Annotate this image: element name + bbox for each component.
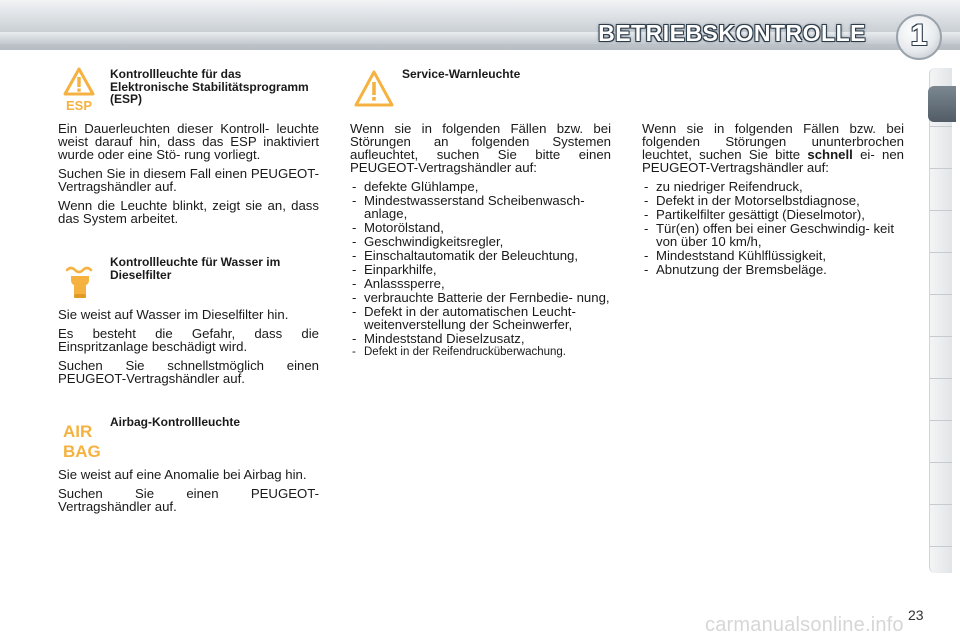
- list-item: - Abnutzung der Bremsbeläge.: [642, 263, 904, 276]
- airbag-text-block: [58, 468, 319, 519]
- list-item: - Anlasssperre,: [350, 277, 611, 290]
- tab-divider: [930, 210, 952, 211]
- list-item: - Defekt in der automatischen Leucht- weitenverstellung der Scheinwerfer,: [350, 305, 611, 331]
- list-item: - Mindestwasserstand Scheibenwasch- anlage,: [350, 194, 611, 220]
- list-item: - Partikelfilter gesättigt (Dieselmotor),: [642, 208, 904, 221]
- water-paragraph: Sie weist auf Wasser im Dieselfilter hin.: [58, 307, 289, 322]
- water-paragraph: Suchen Sie schnellstmöglich einen PEUGEOT-Vertragshändler auf.: [58, 358, 319, 386]
- esp-warning-icon: [62, 66, 96, 112]
- list-item: - Defekt in der Reifendrucküberwachung.: [350, 346, 611, 359]
- service-intro: Wenn sie in folgenden Fällen bzw. bei Störungen an folgenden Systemen aufleuchtet, suchen Sie bitte einen PEUGEOT-Vertragshändler auf:: [350, 121, 611, 175]
- esp-paragraph: Suchen Sie in diesem Fall einen PEUGEOT-Vertragshändler auf.: [58, 166, 319, 194]
- tab-divider: [930, 546, 952, 547]
- urgent-intro-bold: schnell: [807, 147, 853, 162]
- chapter-tab-active[interactable]: [928, 86, 956, 122]
- service-text-block: [350, 122, 611, 360]
- airbag-paragraph: Suchen Sie einen PEUGEOT- Vertragshändler auf.: [58, 486, 319, 514]
- esp-heading: Kontrollleuchte für das Elektronische Stabilitätsprogramm (ESP): [110, 67, 309, 106]
- list-item: - Tür(en) offen bei einer Geschwindig- keit von über 10 km/h,: [642, 222, 904, 248]
- urgent-list: [642, 180, 904, 276]
- urgent-intro: [642, 122, 904, 174]
- urgent-intro-text: Wenn sie in folgenden Fällen bzw. bei folgenden Störungen ununterbrochen leuchtet, suchen Sie bitte: [642, 121, 904, 162]
- service-heading: Service-Warnleuchte: [402, 67, 521, 81]
- airbag-paragraph: Sie weist auf eine Anomalie bei Airbag hin.: [58, 467, 307, 482]
- tab-divider: [930, 336, 952, 337]
- water-text-block: [58, 308, 319, 391]
- airbag-icon-line1: AIR: [63, 422, 93, 441]
- page-title: BETRIEBSKONTROLLE: [598, 20, 866, 46]
- water-in-fuel-icon: [62, 258, 98, 300]
- water-paragraph: Es besteht die Gefahr, dass die Einspritzanlage beschädigt wird.: [58, 326, 319, 354]
- list-item: - Geschwindigkeitsregler,: [350, 235, 611, 248]
- urgent-intro-text: ei- nen PEUGEOT-Vertragshändler auf:: [642, 147, 904, 175]
- esp-text-block: [58, 122, 319, 231]
- airbag-heading: Airbag-Kontrollleuchte: [110, 415, 241, 429]
- service-list: [350, 180, 611, 359]
- list-item: - Einparkhilfe,: [350, 263, 611, 276]
- tab-divider: [930, 462, 952, 463]
- tab-divider: [930, 504, 952, 505]
- list-item: - Defekt in der Motorselbstdiagnose,: [642, 194, 904, 207]
- list-item: - verbrauchte Batterie der Fernbedie- nung,: [350, 291, 611, 304]
- chapter-tab-strip: [929, 68, 952, 573]
- list-item: - Einschaltautomatik der Beleuchtung,: [350, 249, 611, 262]
- airbag-icon: [62, 420, 102, 462]
- esp-paragraph: Wenn die Leuchte blinkt, zeigt sie an, dass das System arbeitet.: [58, 198, 319, 226]
- chapter-number: 1: [910, 19, 928, 52]
- list-item: - Mindeststand Kühlflüssigkeit,: [642, 249, 904, 262]
- chapter-badge: [896, 14, 942, 60]
- tab-divider: [930, 294, 952, 295]
- watermark: carmanualsonline.info: [705, 614, 904, 636]
- tab-divider: [930, 168, 952, 169]
- airbag-icon-line2: BAG: [63, 442, 101, 461]
- water-heading: Kontrollleuchte für Wasser im Dieselfilter: [110, 255, 281, 282]
- tab-divider: [930, 378, 952, 379]
- list-item: - zu niedriger Reifendruck,: [642, 180, 904, 193]
- service-warning-icon: [352, 68, 396, 110]
- tab-divider: [930, 420, 952, 421]
- urgent-text-block: [642, 122, 904, 277]
- list-item: - Motorölstand,: [350, 221, 611, 234]
- esp-icon-label: ESP: [65, 98, 93, 112]
- tab-divider: [930, 252, 952, 253]
- list-item: - Mindeststand Dieselzusatz,: [350, 332, 611, 345]
- page-number: 23: [908, 607, 924, 623]
- esp-paragraph: Ein Dauerleuchten dieser Kontroll- leuchte weist darauf hin, dass das ESP inaktiviert wurde oder eine Stö- rung vorliegt.: [58, 121, 319, 162]
- list-item: - defekte Glühlampe,: [350, 180, 611, 193]
- tab-divider: [930, 126, 952, 127]
